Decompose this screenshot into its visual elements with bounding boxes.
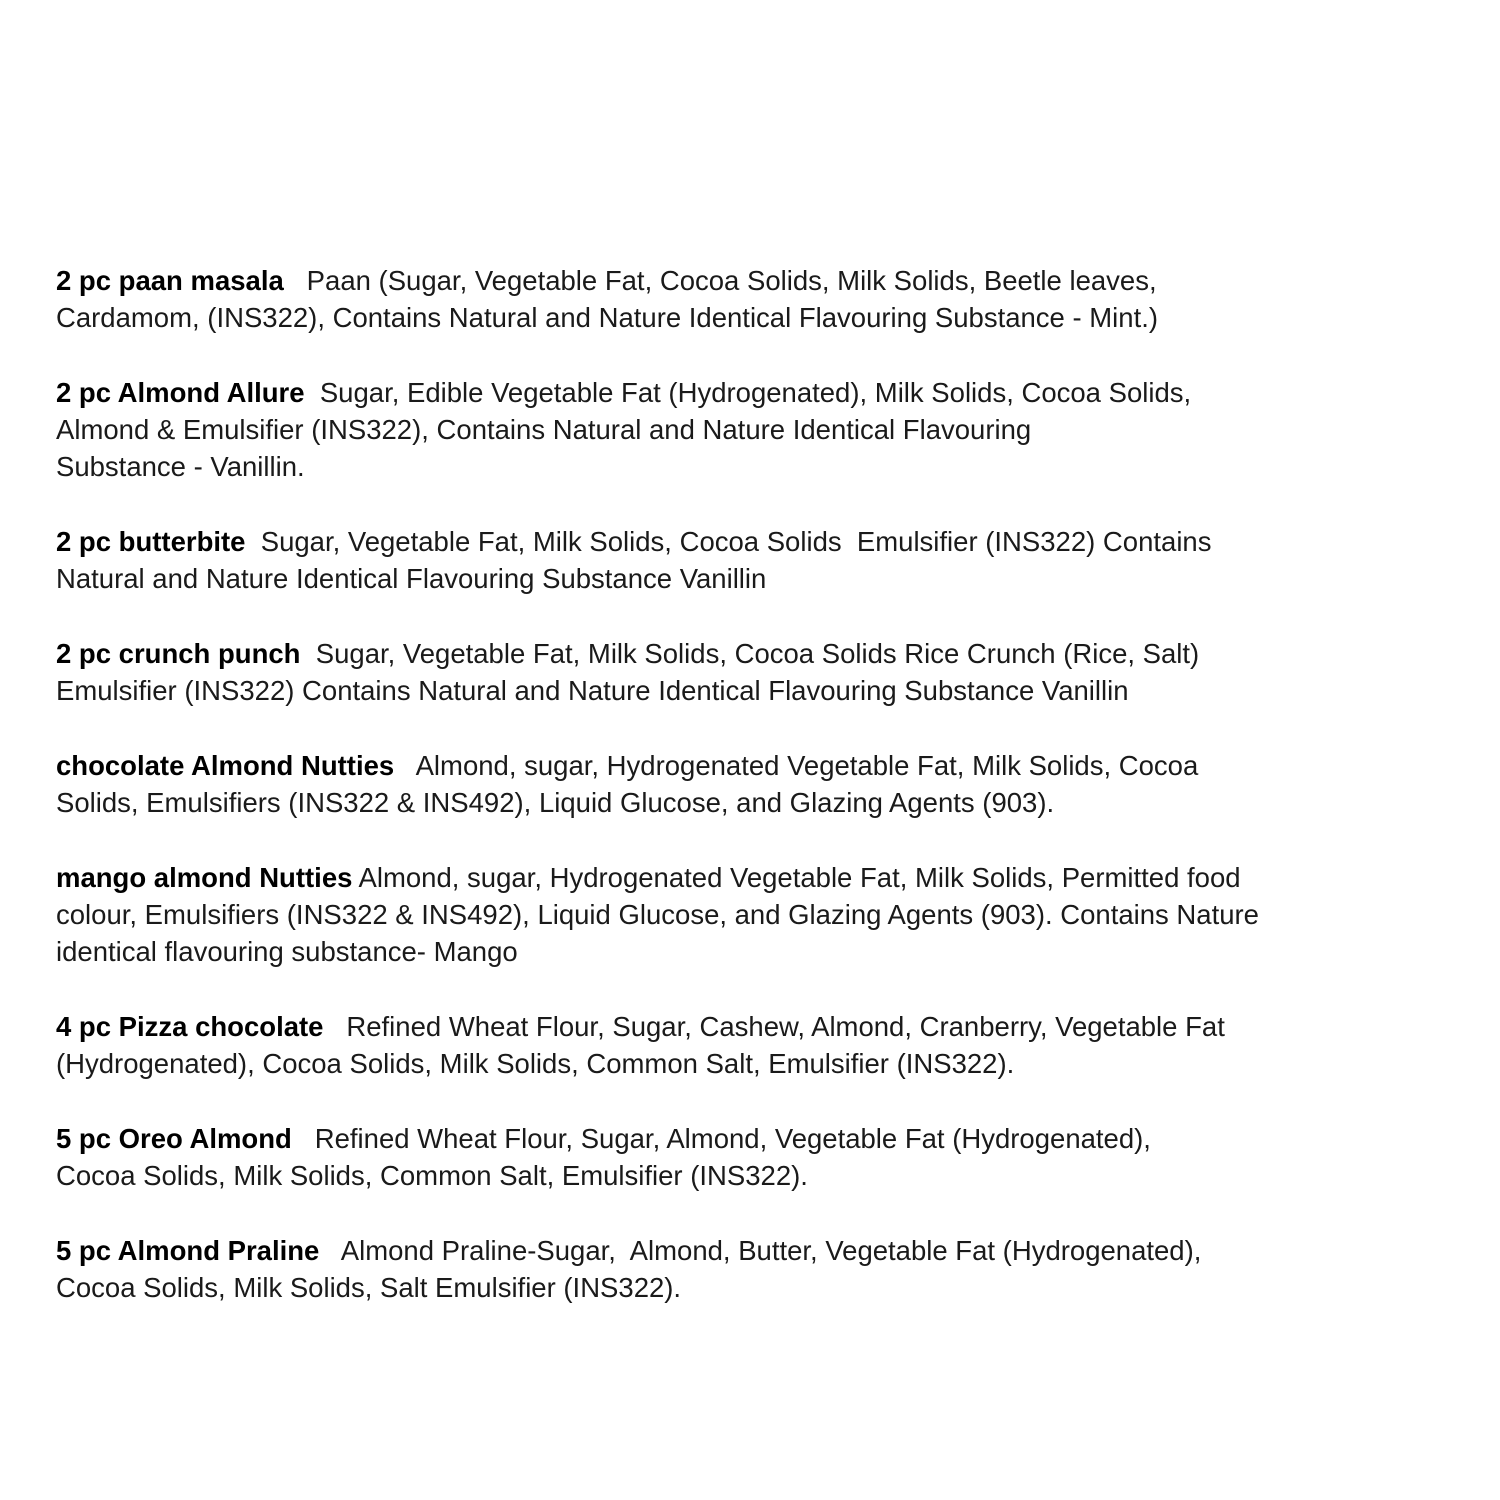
ingredient-text: Almond, sugar, Hydrogenated Vegetable Fat, Milk Solids, Cocoa: [394, 750, 1199, 781]
ingredient-text: Refined Wheat Flour, Sugar, Cashew, Almond, Cranberry, Vegetable Fat: [323, 1011, 1225, 1042]
ingredient-text: Natural and Nature Identical Flavouring Substance Vanillin: [56, 563, 767, 594]
ingredient-text: identical flavouring substance- Mango: [56, 936, 518, 967]
ingredient-entry-chocolate-almond-nutties: [56, 747, 1406, 821]
ingredient-entry-oreo-almond: [56, 1120, 1406, 1194]
ingredient-text: Paan (Sugar, Vegetable Fat, Cocoa Solids, Milk Solids, Beetle leaves,: [283, 265, 1157, 296]
product-name: 2 pc Almond Allure: [56, 377, 305, 408]
ingredient-text: Sugar, Vegetable Fat, Milk Solids, Cocoa Solids Rice Crunch (Rice, Salt): [300, 638, 1200, 669]
ingredient-text: Sugar, Vegetable Fat, Milk Solids, Cocoa Solids Emulsifier (INS322) Contains: [245, 526, 1212, 557]
product-name: 4 pc Pizza chocolate: [56, 1011, 324, 1042]
ingredient-entry-crunch-punch: [56, 635, 1406, 709]
entry-line: [56, 1232, 1406, 1269]
entry-line: [56, 747, 1406, 784]
ingredient-text: Refined Wheat Flour, Sugar, Almond, Vegetable Fat (Hydrogenated),: [291, 1123, 1151, 1154]
ingredient-entry-almond-allure: [56, 374, 1406, 485]
entry-line: [56, 374, 1406, 411]
ingredient-text: colour, Emulsifiers (INS322 & INS492), Liquid Glucose, and Glazing Agents (903). Contains Nature: [56, 899, 1259, 930]
ingredient-text: Cardamom, (INS322), Contains Natural and Nature Identical Flavouring Substance - Mint.): [56, 302, 1159, 333]
ingredient-text: Substance - Vanillin.: [56, 451, 305, 482]
entry-line: [56, 1120, 1406, 1157]
ingredient-entry-paan-masala: [56, 262, 1406, 336]
ingredient-entry-almond-praline: [56, 1232, 1406, 1306]
product-name: 2 pc paan masala: [56, 265, 284, 296]
ingredient-text: Almond Praline-Sugar, Almond, Butter, Vegetable Fat (Hydrogenated),: [319, 1235, 1202, 1266]
entry-line: [56, 1008, 1406, 1045]
ingredient-entry-pizza-chocolate: [56, 1008, 1406, 1082]
entry-line: [56, 859, 1406, 896]
product-name: mango almond Nutties: [56, 862, 353, 893]
product-name: 2 pc crunch punch: [56, 638, 301, 669]
product-name: 5 pc Almond Praline: [56, 1235, 320, 1266]
product-name: chocolate Almond Nutties: [56, 750, 395, 781]
entry-line: [56, 635, 1406, 672]
ingredient-text: Almond & Emulsifier (INS322), Contains Natural and Nature Identical Flavouring: [56, 414, 1032, 445]
ingredients-list: [56, 262, 1406, 1344]
ingredient-text: Cocoa Solids, Milk Solids, Salt Emulsifier (INS322).: [56, 1272, 682, 1303]
ingredient-text: Solids, Emulsifiers (INS322 & INS492), Liquid Glucose, and Glazing Agents (903).: [56, 787, 1055, 818]
ingredient-text: Cocoa Solids, Milk Solids, Common Salt, Emulsifier (INS322).: [56, 1160, 808, 1191]
ingredient-entry-butterbite: [56, 523, 1406, 597]
product-name: 5 pc Oreo Almond: [56, 1123, 292, 1154]
entry-line: [56, 523, 1406, 560]
ingredient-text: Almond, sugar, Hydrogenated Vegetable Fat, Milk Solids, Permitted food: [352, 862, 1241, 893]
entry-line: [56, 262, 1406, 299]
ingredient-text: (Hydrogenated), Cocoa Solids, Milk Solids, Common Salt, Emulsifier (INS322).: [56, 1048, 1015, 1079]
ingredient-text: Emulsifier (INS322) Contains Natural and Nature Identical Flavouring Substance Vanillin: [56, 675, 1129, 706]
ingredient-entry-mango-almond-nutties: [56, 859, 1406, 970]
ingredient-text: Sugar, Edible Vegetable Fat (Hydrogenated), Milk Solids, Cocoa Solids,: [304, 377, 1192, 408]
product-name: 2 pc butterbite: [56, 526, 246, 557]
